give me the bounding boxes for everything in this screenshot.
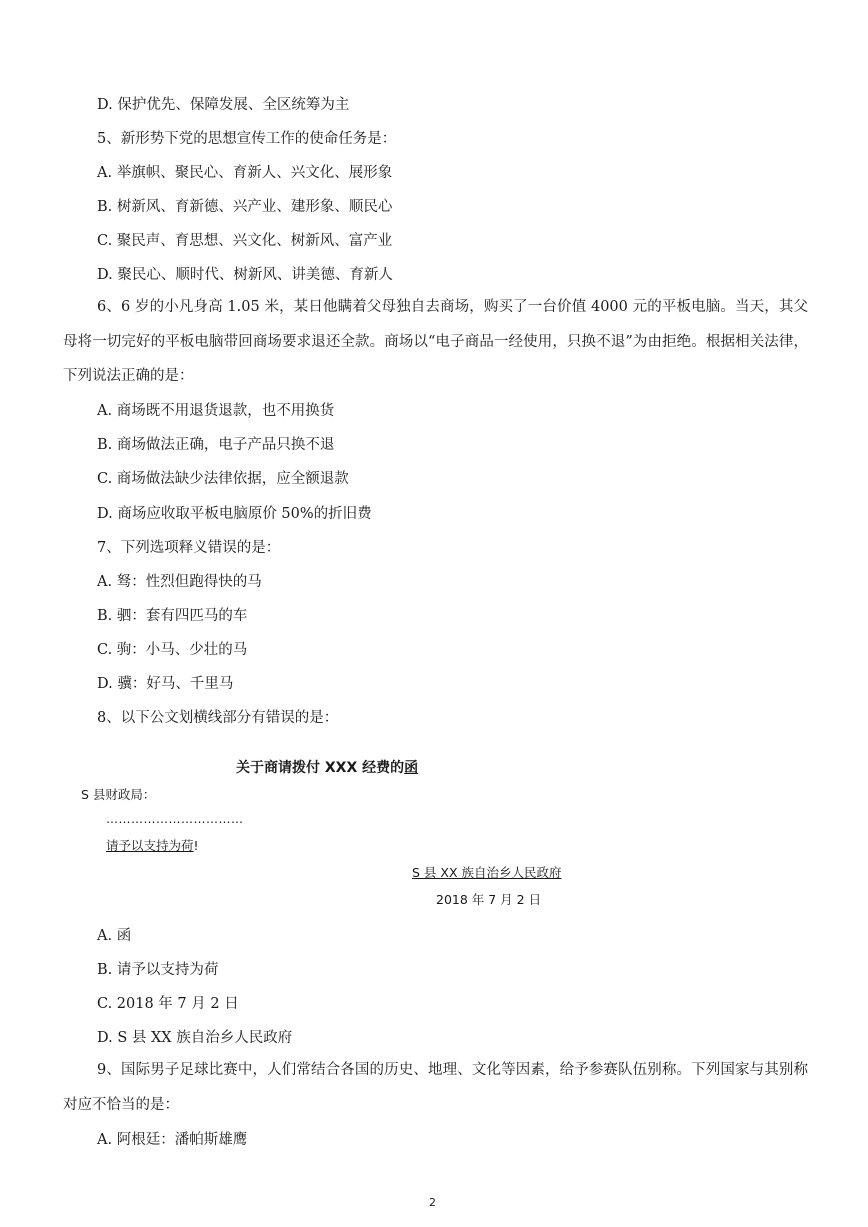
- q7-option-d: D. 骥：好马、千里马: [97, 676, 234, 692]
- q5-option-a: A. 举旗帜、聚民心、育新人、兴文化、展形象: [97, 165, 393, 181]
- doc-closing-mark: !: [193, 838, 199, 853]
- q6-option-b: B. 商场做法正确，电子产品只换不退: [97, 437, 335, 453]
- q8-question: 8、以下公文划横线部分有错误的是：: [97, 710, 339, 726]
- doc-signature: S 县 XX 族自治乡人民政府: [412, 865, 562, 880]
- q8-option-c: C. 2018 年 7 月 2 日: [97, 996, 239, 1012]
- q7-option-c: C. 驹：小马、少壮的马: [97, 642, 248, 658]
- doc-title-underlined: 函: [404, 760, 419, 776]
- q6-option-a: A. 商场既不用退货退款，也不用换货: [97, 403, 335, 419]
- q4-option-d: D. 保护优先、保障发展、全区统筹为主: [97, 97, 350, 113]
- q6-option-c: C. 商场做法缺少法律依据，应全额退款: [97, 471, 349, 487]
- q8-option-d: D. S 县 XX 族自治乡人民政府: [97, 1030, 293, 1046]
- q8-option-a: A. 函: [97, 928, 132, 944]
- q5-question: 5、新形势下党的思想宣传工作的使命任务是：: [97, 131, 397, 147]
- q5-option-b: B. 树新风、育新德、兴产业、建形象、顺民心: [97, 199, 393, 215]
- q5-option-c: C. 聚民声、育思想、兴文化、树新风、富产业: [97, 233, 393, 249]
- q6-question: [63, 290, 808, 394]
- page-number: 2: [429, 1196, 436, 1209]
- q7-question: 7、下列选项释义错误的是：: [97, 540, 281, 556]
- q6-question-text: 6、6 岁的小凡身高 1.05 米，某日他瞒着父母独自去商场，购买了一台价值 4000 元的平板电脑。当天，其父母将一切完好的平板电脑带回商场要求退还全款。商场以“电子商品一经使用，只换不退”为由拒绝。根据相关法律，下列说法正确的是：: [63, 299, 808, 384]
- doc-date: 2018 年 7 月 2 日: [436, 892, 542, 907]
- doc-closing-underlined: 请予以支持为荷: [106, 838, 194, 853]
- q8-option-b: B. 请予以支持为荷: [97, 962, 219, 978]
- q9-option-a: A. 阿根廷：潘帕斯雄鹰: [97, 1132, 248, 1148]
- doc-body-dots: ……………………………: [106, 812, 244, 826]
- q9-question-text: 9、国际男子足球比赛中，人们常结合各国的历史、地理、文化等因素，给予参赛队伍别称。下列国家与其别称对应不恰当的是：: [63, 1062, 808, 1113]
- doc-addressee: S 县财政局：: [81, 787, 156, 802]
- doc-title: [236, 757, 418, 777]
- doc-title-main: 关于商请拨付 XXX 经费的: [236, 760, 405, 776]
- q6-option-d: D. 商场应收取平板电脑原价 50%的折旧费: [97, 506, 372, 522]
- q7-option-a: A. 驽：性烈但跑得快的马: [97, 574, 262, 590]
- q5-option-d: D. 聚民心、顺时代、树新风、讲美德、育新人: [97, 267, 393, 283]
- q7-option-b: B. 驷：套有四匹马的车: [97, 608, 248, 624]
- doc-closing: [106, 836, 199, 854]
- q9-question: [63, 1053, 808, 1122]
